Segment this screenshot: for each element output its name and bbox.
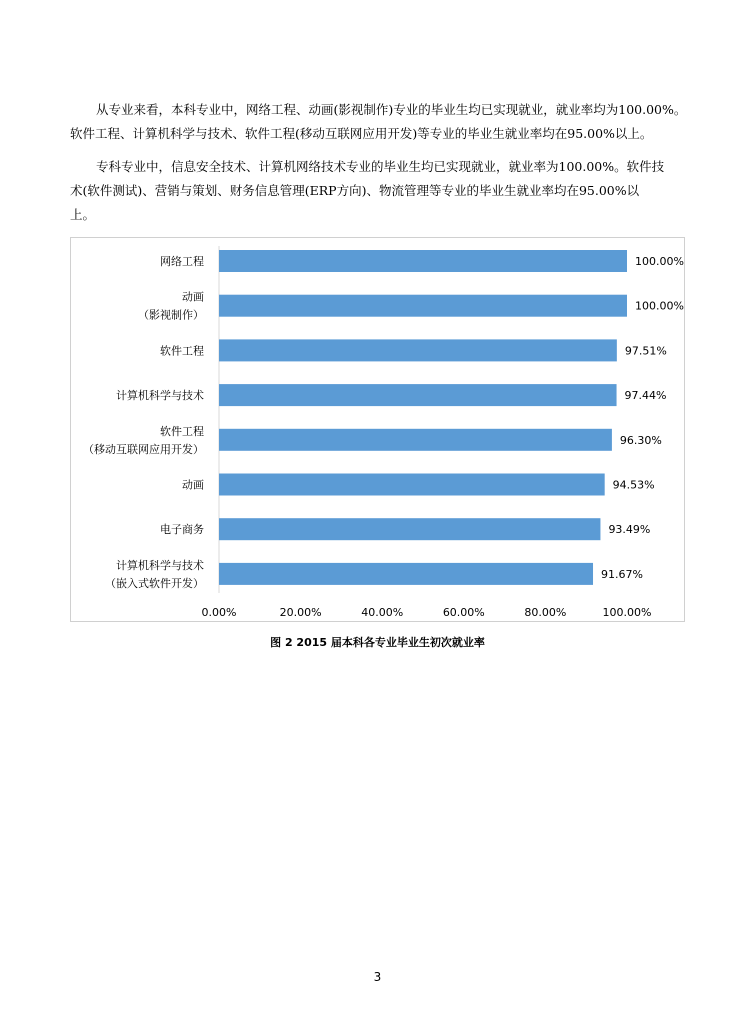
para2-line3: 上。	[70, 207, 96, 222]
para2-line1: 专科专业中，信息安全技术、计算机网络技术专业的毕业生均已实现就业，就业率为100.00%。软件技	[96, 159, 665, 174]
para1-line2: 软件工程、计算机科学与技术、软件工程(移动互联网应用开发)等专业的毕业生就业率均在95.00%以上。	[70, 126, 653, 141]
x-tick-label-5: 100.00%	[602, 606, 652, 619]
category-label-line: （影视制作）	[138, 308, 204, 322]
bar-1	[219, 295, 627, 317]
category-label-line: （嵌入式软件开发）	[105, 576, 204, 590]
employment-rate-chart	[70, 237, 685, 622]
chart-svg	[71, 238, 686, 623]
data-label-5: 94.53%	[612, 478, 655, 492]
category-label-line: 软件工程	[160, 424, 204, 438]
data-label-0: 100.00%	[635, 255, 684, 268]
data-label-3: 97.44%	[624, 389, 667, 403]
para1-line1: 从专业来看，本科专业中，网络工程、动画(影视制作)专业的毕业生均已实现就业，就业率均为100.00%。	[96, 102, 687, 117]
data-label-4: 96.30%	[619, 433, 662, 447]
x-tick-label-4: 80.00%	[524, 606, 567, 619]
category-label-2	[160, 343, 204, 357]
x-tick-label-1: 20.00%	[279, 606, 322, 619]
data-label-6: 93.49%	[608, 523, 651, 537]
bar-0	[219, 250, 627, 272]
x-tick-label-2: 40.00%	[361, 606, 404, 619]
category-label-line: 网络工程	[160, 255, 204, 268]
category-label-5	[182, 478, 204, 492]
bar-4	[219, 429, 612, 451]
category-label-line: 动画	[182, 290, 204, 304]
category-label-line: （移动互联网应用开发）	[83, 442, 204, 456]
bar-3	[219, 384, 617, 406]
paragraph-college	[70, 155, 690, 227]
category-label-7	[105, 558, 204, 590]
bar-6	[219, 518, 600, 540]
page-number: 3	[373, 970, 382, 984]
x-tick-label-0: 0.00%	[201, 606, 237, 619]
category-label-line: 动画	[182, 478, 204, 492]
category-label-3	[116, 388, 204, 402]
bar-2	[219, 339, 617, 361]
paragraph-undergraduate	[70, 98, 690, 146]
para2-line2: 术(软件测试)、营销与策划、财务信息管理(ERP方向)、物流管理等专业的毕业生就业率均在95.00%以	[70, 183, 640, 198]
category-label-line: 计算机科学与技术	[116, 558, 204, 572]
x-tick-label-3: 60.00%	[442, 606, 485, 619]
category-label-line: 电子商务	[160, 523, 204, 537]
data-label-1: 100.00%	[635, 299, 684, 313]
category-label-6	[160, 522, 204, 536]
data-label-7: 91.67%	[601, 567, 643, 581]
category-label-line: 计算机科学与技术	[116, 389, 204, 403]
bar-5	[219, 474, 605, 496]
bar-7	[219, 563, 593, 585]
category-label-line: 软件工程	[160, 344, 204, 358]
category-label-4	[83, 424, 204, 456]
category-label-1	[138, 290, 204, 322]
data-label-2: 97.51%	[624, 344, 667, 358]
figure-caption: 图 2 2015 届本科各专业毕业生初次就业率	[270, 636, 485, 649]
category-label-0	[160, 254, 204, 268]
